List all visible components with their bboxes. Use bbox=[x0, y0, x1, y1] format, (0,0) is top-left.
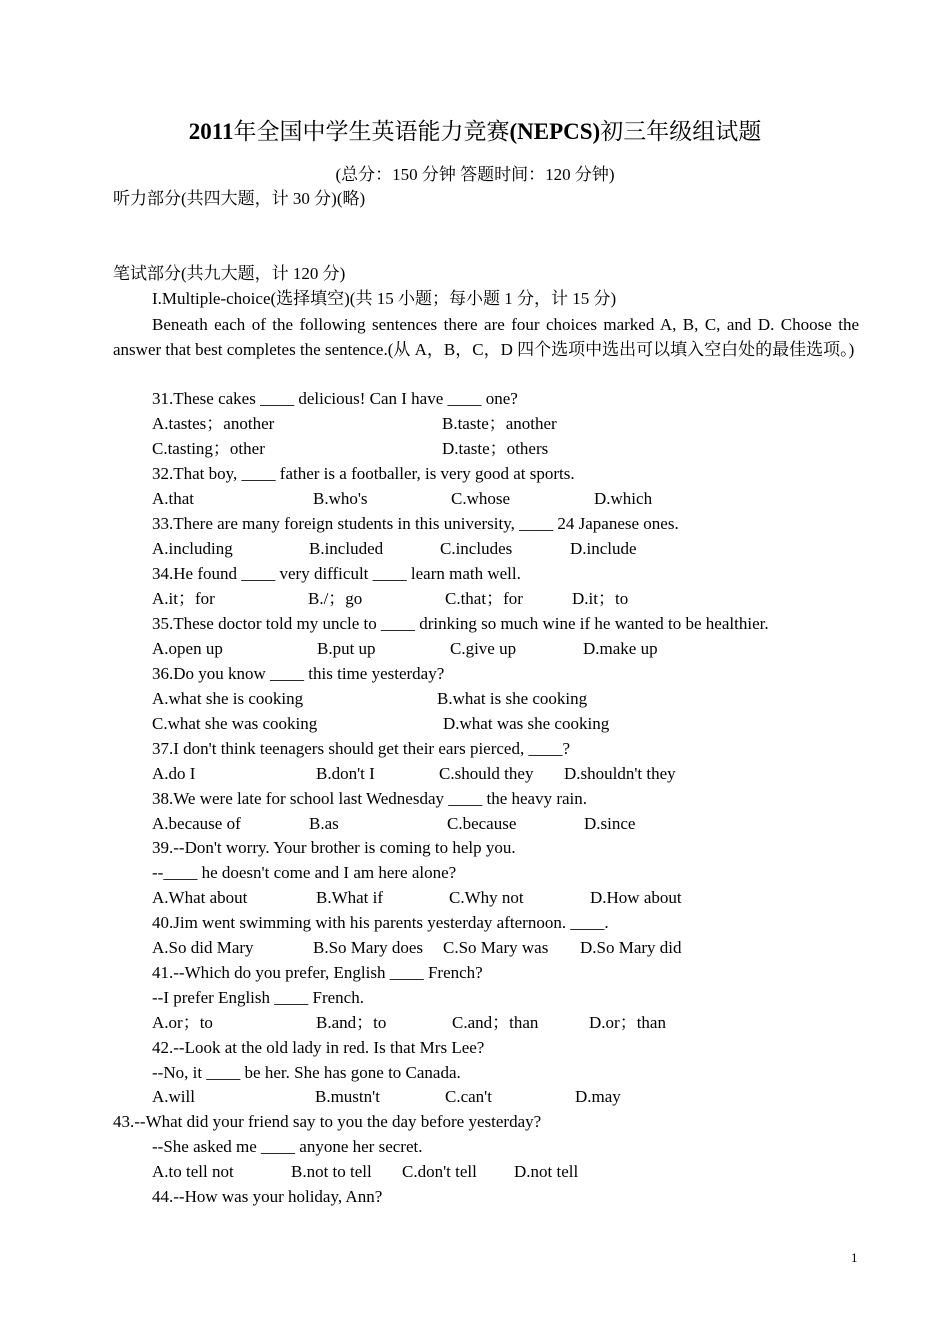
option: A.or；to bbox=[152, 1013, 213, 1032]
question-stem: 31.These cakes ____ delicious! Can I have ____ one? bbox=[152, 389, 518, 408]
listening-section: 听力部分(共四大题，计 30 分)(略) bbox=[113, 189, 366, 208]
option: C.and；than bbox=[452, 1013, 539, 1032]
option: D.what was she cooking bbox=[443, 714, 610, 733]
section-heading: I.Multiple-choice(选择填空)(共 15 小题；每小题 1 分，计 15 分) bbox=[152, 289, 617, 308]
option: C.don't tell bbox=[402, 1162, 477, 1181]
option: B.don't I bbox=[316, 764, 375, 783]
question-stem-line-2: --No, it ____ be her. She has gone to Canada. bbox=[152, 1063, 461, 1082]
question-stem: 41.--Which do you prefer, English ____ French? bbox=[152, 963, 483, 982]
question-stem: 43.--What did your friend say to you the day before yesterday? bbox=[113, 1112, 542, 1131]
option: B.taste；another bbox=[442, 414, 557, 433]
option: B.So Mary does bbox=[313, 938, 424, 957]
option: A.What about bbox=[152, 888, 248, 907]
question-stem-line-2: --____ he doesn't come and I am here alone? bbox=[152, 863, 457, 882]
option: C.tasting；other bbox=[152, 439, 265, 458]
option: A.what she is cooking bbox=[152, 689, 304, 708]
question-stem: 37.I don't think teenagers should get their ears pierced, ____? bbox=[152, 739, 571, 758]
option: A.that bbox=[152, 489, 195, 508]
question-stem-line-2: --She asked me ____ anyone her secret. bbox=[152, 1137, 423, 1156]
question-stem: 39.--Don't worry. Your brother is coming to help you. bbox=[152, 838, 516, 857]
option: B.who's bbox=[313, 489, 368, 508]
instructions bbox=[113, 312, 859, 362]
option: D.or；than bbox=[589, 1013, 666, 1032]
question-stem: 42.--Look at the old lady in red. Is that Mrs Lee? bbox=[152, 1038, 485, 1057]
option: A.open up bbox=[152, 639, 223, 658]
question-stem: 40.Jim went swimming with his parents yesterday afternoon. ____. bbox=[152, 913, 609, 932]
option: B.mustn't bbox=[315, 1087, 380, 1106]
title-year: 2011 bbox=[188, 119, 234, 144]
option: C.can't bbox=[445, 1087, 492, 1106]
option: D.which bbox=[594, 489, 653, 508]
option: C.should they bbox=[439, 764, 534, 783]
option: C.that；for bbox=[445, 589, 523, 608]
option: D.since bbox=[584, 814, 636, 833]
question-stem: 33.There are many foreign students in this university, ____ 24 Japanese ones. bbox=[152, 514, 679, 533]
option: A.will bbox=[152, 1087, 195, 1106]
option: B.what is she cooking bbox=[437, 689, 588, 708]
option: A.tastes；another bbox=[152, 414, 275, 433]
option: A.it；for bbox=[152, 589, 215, 608]
subtitle: (总分：150 分钟 答题时间：120 分钟) bbox=[335, 165, 615, 184]
question-stem: 34.He found ____ very difficult ____ learn math well. bbox=[152, 564, 521, 583]
option: D.taste；others bbox=[442, 439, 549, 458]
option: B.put up bbox=[317, 639, 376, 658]
title-text-2: 初三年级组试题 bbox=[600, 119, 762, 144]
option: B.included bbox=[309, 539, 384, 558]
question-stem: 38.We were late for school last Wednesday ____ the heavy rain. bbox=[152, 789, 588, 808]
question-stem: 35.These doctor told my uncle to ____ drinking so much wine if he wanted to be healthier. bbox=[152, 614, 769, 633]
option: A.because of bbox=[152, 814, 241, 833]
option: D.make up bbox=[583, 639, 658, 658]
option: C.includes bbox=[440, 539, 513, 558]
question-stem: 36.Do you know ____ this time yesterday? bbox=[152, 664, 445, 683]
page-title bbox=[0, 116, 950, 148]
writing-section: 笔试部分(共九大题，计 120 分) bbox=[113, 264, 346, 283]
title-text-1: 年全国中学生英语能力竞赛 bbox=[233, 119, 510, 144]
option: C.whose bbox=[451, 489, 511, 508]
option: A.do I bbox=[152, 764, 196, 783]
option: D.include bbox=[570, 539, 637, 558]
instructions-text: Beneath each of the following sentences there are four choices marked A, B, C, and D. Choose the answer that best completes the sentence.(从 A，B，C，D 四个选项中选出可以填入空白处的最佳选项。) bbox=[113, 315, 859, 359]
option: A.including bbox=[152, 539, 233, 558]
question-stem-line-2: --I prefer English ____ French. bbox=[152, 988, 364, 1007]
title-abbr: (NEPCS) bbox=[509, 119, 601, 144]
option: D.So Mary did bbox=[580, 938, 682, 957]
option: D.may bbox=[575, 1087, 621, 1106]
option: B.What if bbox=[316, 888, 384, 907]
question-stem: 32.That boy, ____ father is a footballer, is very good at sports. bbox=[152, 464, 575, 483]
option: A.to tell not bbox=[152, 1162, 234, 1181]
option: C.because bbox=[447, 814, 517, 833]
option: B.not to tell bbox=[291, 1162, 372, 1181]
page-number: 1 bbox=[851, 1250, 858, 1265]
option: A.So did Mary bbox=[152, 938, 254, 957]
option: D.shouldn't they bbox=[564, 764, 676, 783]
option: D.How about bbox=[590, 888, 682, 907]
option: D.it；to bbox=[572, 589, 629, 608]
option: B.as bbox=[309, 814, 339, 833]
option: B./；go bbox=[308, 589, 363, 608]
option: C.give up bbox=[450, 639, 517, 658]
option: C.So Mary was bbox=[443, 938, 549, 957]
option: D.not tell bbox=[514, 1162, 579, 1181]
option: B.and；to bbox=[316, 1013, 387, 1032]
option: C.what she was cooking bbox=[152, 714, 318, 733]
question-stem: 44.--How was your holiday, Ann? bbox=[152, 1187, 383, 1206]
option: C.Why not bbox=[449, 888, 524, 907]
